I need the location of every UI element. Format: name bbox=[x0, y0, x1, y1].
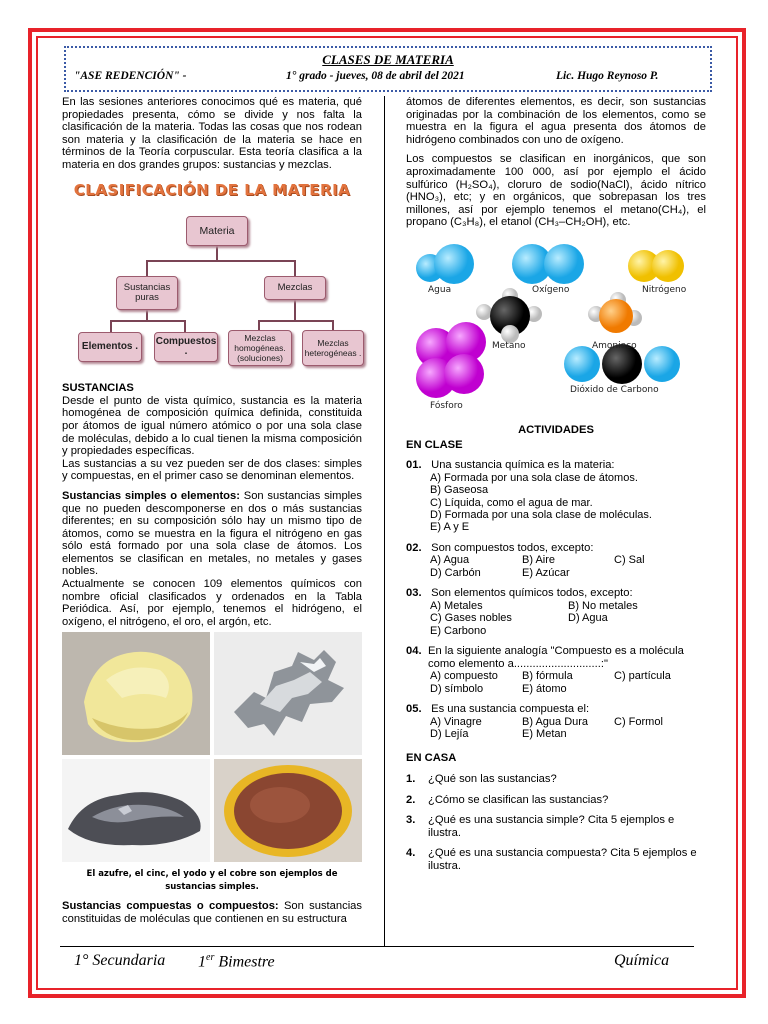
elements-photos bbox=[62, 632, 362, 902]
label-oxigeno: Oxígeno bbox=[532, 284, 570, 295]
question-03: 03. Son elementos químicos todos, excepto: A) Metales B) No metales C) Gases nobles D) Agua E) Carbono bbox=[406, 587, 638, 637]
molecules-illustration bbox=[406, 236, 706, 416]
sustancias-heading: SUSTANCIAS bbox=[62, 382, 134, 395]
en-clase-heading: EN CLASE bbox=[406, 438, 463, 451]
compuestas-heading: Sustancias compuestas o compuestos: bbox=[62, 900, 279, 913]
footer-rule bbox=[60, 946, 694, 947]
copper-photo bbox=[214, 759, 362, 862]
right-column bbox=[406, 96, 706, 881]
node-elementos: Elementos . bbox=[78, 332, 142, 362]
label-amoniaco: Amoniaco bbox=[592, 340, 637, 351]
column-divider bbox=[384, 96, 385, 946]
question-01: 01. Una sustancia química es la materia: A) Formada por una sola clase de átomos. B) Gaseosa C) Líquida, como el agua de mar. D) Formada por una sola clase de moléculas. E) A y E bbox=[406, 459, 652, 534]
compuestos-paragraph-1: átomos de diferentes elementos, es decir, son sustancias originadas por la combinación de los elementos, como se muestra en la figura el agua presenta dos átomos de hidrógeno combinados con uno de oxígeno. bbox=[406, 96, 706, 146]
zinc-photo bbox=[214, 632, 362, 755]
home-question-1: 1. ¿Qué son las sustancias? bbox=[406, 772, 557, 785]
home-question-4: 4. ¿Qué es una sustancia compuesta? Cita 5 ejemplos e ilustra. bbox=[406, 847, 697, 872]
question-05: 05. Es una sustancia compuesta el: A) Vinagre B) Agua Dura C) Formol D) Lejía E) Metan bbox=[406, 702, 663, 740]
sulfur-photo bbox=[62, 632, 210, 755]
page-title: CLASES DE MATERIA bbox=[322, 52, 454, 67]
node-compuestos: Compuestos . bbox=[154, 332, 218, 362]
classification-diagram bbox=[62, 206, 362, 366]
iodine-photo bbox=[62, 759, 210, 862]
label-agua: Agua bbox=[428, 284, 452, 295]
header-box bbox=[64, 46, 712, 92]
compuestos-paragraph-2: Los compuestos se clasifican en inorgánicos, que son aproximadamente 100 000, así por ejemplo el ácido sulfúrico (H₂SO₄), cloruro de sodio(NaCl), ácido nítrico (HNO₃), etc; y en orgánicos, que sobrepasan los tres millones, así por ejemplo tenemos el metano(CH₄), el propano (C₃H₈), el etanol (CH₃–CH₂OH), etc. bbox=[406, 153, 706, 229]
school-name: "ASE REDENCIÓN" - bbox=[74, 70, 187, 82]
photo-caption: El azufre, el cinc, el yodo y el cobre son ejemplos de sustancias simples. bbox=[86, 869, 338, 893]
footer-grade: 1° Secundaria bbox=[74, 952, 166, 969]
en-casa-heading: EN CASA bbox=[406, 752, 457, 765]
home-question-2: 2. ¿Cómo se clasifican las sustancias? bbox=[406, 793, 609, 806]
diagram-title: CLASIFICACIÓN DE LA MATERIA bbox=[73, 180, 351, 199]
grade-date: 1° grado - jueves, 08 de abril del 2021 bbox=[286, 70, 465, 82]
sustancias-text: Desde el punto de vista químico, sustancia es la materia homogénea de composición química definida, constituida por átomos de igual número atómico o por una sola clase de moléculas, debido a lo cual tienen la misma composición y propiedades específicas. bbox=[62, 394, 362, 458]
question-02: 02. Son compuestos todos, excepto: A) Agua B) Aire C) Sal D) Carbón E) Azúcar bbox=[406, 541, 645, 579]
node-materia: Materia bbox=[186, 216, 248, 246]
node-mezclas-heterogeneas: Mezclas heterogéneas . bbox=[302, 330, 364, 366]
label-nitrogeno: Nitrógeno bbox=[642, 284, 687, 295]
simples-text-2: Actualmente se conocen 109 elementos químicos con nombre oficial clasificados y ordenados en la Tabla Periódica. Así, por ejemplo, tenemos el hidrógeno, el oxígeno, el nitrógeno, el oro, el argón, etc. bbox=[62, 578, 362, 628]
intro-paragraph: En las sesiones anteriores conocimos qué es materia, qué propiedades presenta, cómo se divide y nos falta la clasificación de la materia. Todas las cosas que nos rodean son materia y la clasificación de la materia se hace en términos de la Teoría corpuscular. Esta teoría clasifica a la materia en dos grandes grupos: sustancias y mezclas. bbox=[62, 96, 362, 171]
footer-subject: Química bbox=[614, 952, 670, 969]
node-sustancias-puras: Sustancias puras bbox=[116, 276, 178, 310]
label-dioxido: Dióxido de Carbono bbox=[570, 384, 659, 395]
question-04: 04. En la siguiente analogía "Compuesto es a molécula como elemento a............................:" A) compuesto B) fórmula C) partícula D) símbolo E) átomo bbox=[406, 644, 684, 695]
label-fosforo: Fósforo bbox=[430, 400, 463, 411]
home-question-3: 3. ¿Qué es una sustancia simple? Cita 5 ejemplos e ilustra. bbox=[406, 814, 675, 839]
node-mezclas-homogeneas: Mezclas homogéneas. (soluciones) bbox=[228, 330, 292, 366]
simples-text: Son sustancias simples que no pueden descomponerse en dos o más sustancias diferentes; en su composición sólo hay un mismo tipo de átomos, como se muestra en la figura el nitrógeno en gas sólo está formado por una sola clase de átomos. Los elementos se clasifican en metales, no metales y gases nobles. bbox=[62, 489, 362, 578]
left-column bbox=[62, 96, 362, 926]
teacher-name: Lic. Hugo Reynoso P. bbox=[556, 70, 659, 82]
actividades-heading: ACTIVIDADES bbox=[518, 423, 594, 436]
footer-bimestre: 1er Bimestre bbox=[198, 952, 275, 971]
label-metano: Metano bbox=[492, 340, 526, 351]
sustancias-text-2: Las sustancias a su vez pueden ser de dos clases: simples y compuestas, en el primer caso se denominan elementos. bbox=[62, 457, 362, 483]
node-mezclas: Mezclas bbox=[264, 276, 326, 300]
simples-heading: Sustancias simples o elementos: bbox=[62, 489, 240, 502]
compuestas-text: Son sustancias constituidas de moléculas que contienen en su estructura bbox=[62, 900, 363, 926]
